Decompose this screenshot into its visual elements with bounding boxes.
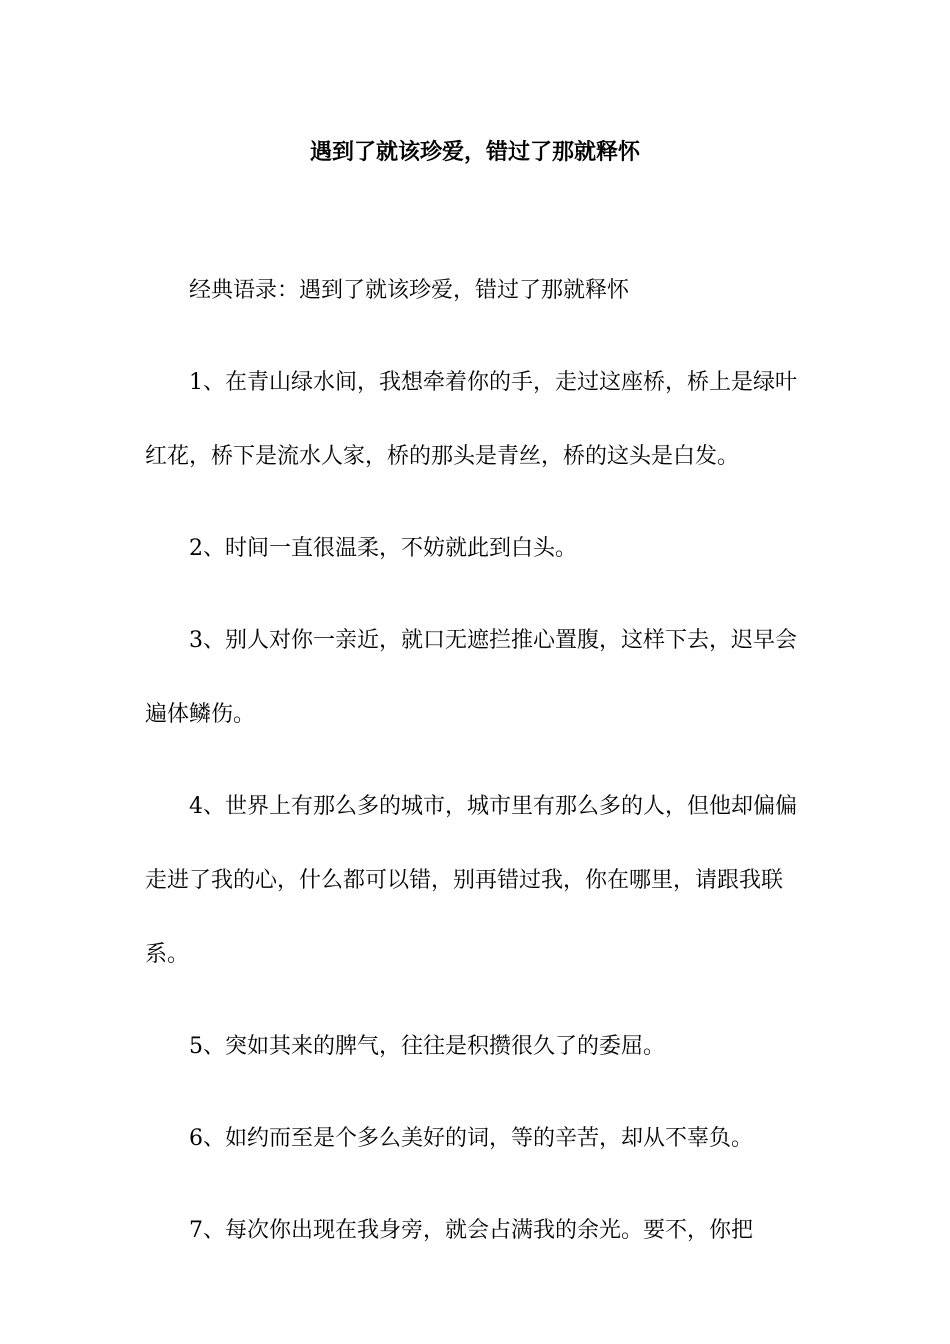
paragraph-3: 3、别人对你一亲近，就口无遮拦推心置腹，这样下去，迟早会遍体鳞伤。 <box>145 628 797 727</box>
paragraph-1: 1、在青山绿水间，我想牵着你的手，走过这座桥，桥上是绿叶红花，桥下是流水人家，桥的那头是青丝，桥的这头是白发。 <box>145 370 797 469</box>
paragraph-intro: 经典语录：遇到了就该珍爱，错过了那就释怀 <box>189 278 630 303</box>
document-title: 遇到了就该珍爱，错过了那就释怀 <box>309 139 640 165</box>
paragraph-2: 2、时间一直很温柔，不妨就此到白头。 <box>189 536 577 561</box>
paragraph-7: 7、每次你出现在我身旁，就会占满我的余光。要不，你把 <box>189 1218 753 1243</box>
paragraph-4: 4、世界上有那么多的城市，城市里有那么多的人，但他却偏偏走进了我的心，什么都可以错，别再错过我，你在哪里，请跟我联系。 <box>145 794 797 967</box>
paragraph-5: 5、突如其来的脾气，往往是积攒很久了的委屈。 <box>189 1034 665 1059</box>
paragraph-6: 6、如约而至是个多么美好的词，等的辛苦，却从不辜负。 <box>189 1126 753 1151</box>
document-body <box>145 254 810 1304</box>
